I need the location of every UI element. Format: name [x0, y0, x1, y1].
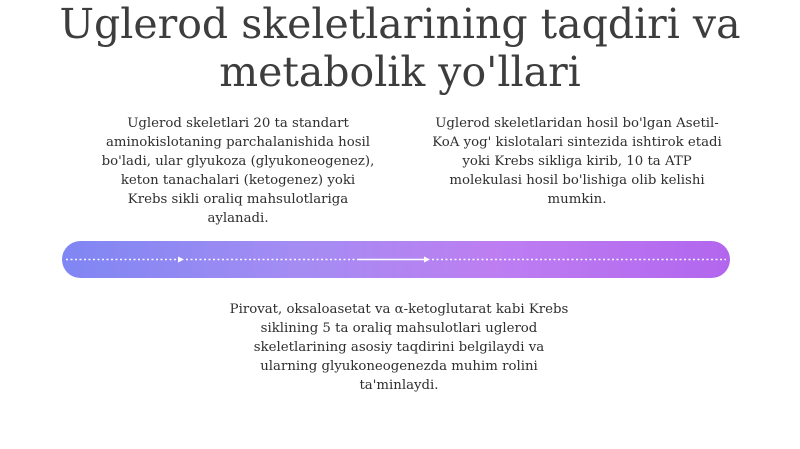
bottom-paragraph-line: ularning glyukoneogenezda muhim rolini	[260, 359, 538, 374]
arrow-icon	[424, 257, 430, 263]
right-paragraph	[424, 114, 730, 209]
right-paragraph-line: molekulasi hosil bo'lishiga olib kelishi	[449, 173, 705, 188]
right-paragraph-line: mumkin.	[547, 192, 607, 207]
right-paragraph-line: KoA yog' kislotalari sintezida ishtirok etadi	[432, 135, 722, 150]
bottom-paragraph-line: siklining 5 ta oraliq mahsulotlari uglerod	[260, 321, 538, 336]
left-paragraph-line: aminokislotaning parchalanishida hosil	[105, 135, 371, 150]
page-title	[0, 0, 800, 96]
timeline-bar	[62, 241, 730, 278]
left-paragraph-line: keton tanachalari (ketogenez) yoki	[120, 173, 356, 188]
bottom-paragraph	[226, 300, 572, 395]
title-line-1: Uglerod skeletlarining taqdiri va	[59, 0, 741, 48]
left-paragraph-line: bo'ladi, ular glyukoza (glyukoneogenez),	[101, 154, 375, 169]
right-paragraph-line: Uglerod skeletlaridan hosil bo'lgan Asetil-	[435, 116, 719, 131]
bottom-paragraph-line: ta'minlaydi.	[359, 378, 439, 393]
arrow-icon	[178, 257, 184, 263]
bottom-paragraph-line: skeletlarining asosiy taqdirini belgilaydi va	[253, 340, 545, 355]
left-paragraph-line: Krebs sikli oraliq mahsulotlariga	[127, 192, 349, 207]
left-paragraph-line: aylanadi.	[207, 211, 269, 226]
bottom-paragraph-line: Pirovat, oksaloasetat va α-ketoglutarat kabi Krebs	[229, 302, 569, 317]
left-paragraph-line: Uglerod skeletlari 20 ta standart	[127, 116, 349, 131]
timeline-line-graphic	[62, 241, 730, 278]
title-line-2: metabolik yo'llari	[219, 48, 581, 96]
right-paragraph-line: yoki Krebs sikliga kirib, 10 ta ATP	[462, 154, 692, 169]
left-paragraph	[96, 114, 380, 228]
